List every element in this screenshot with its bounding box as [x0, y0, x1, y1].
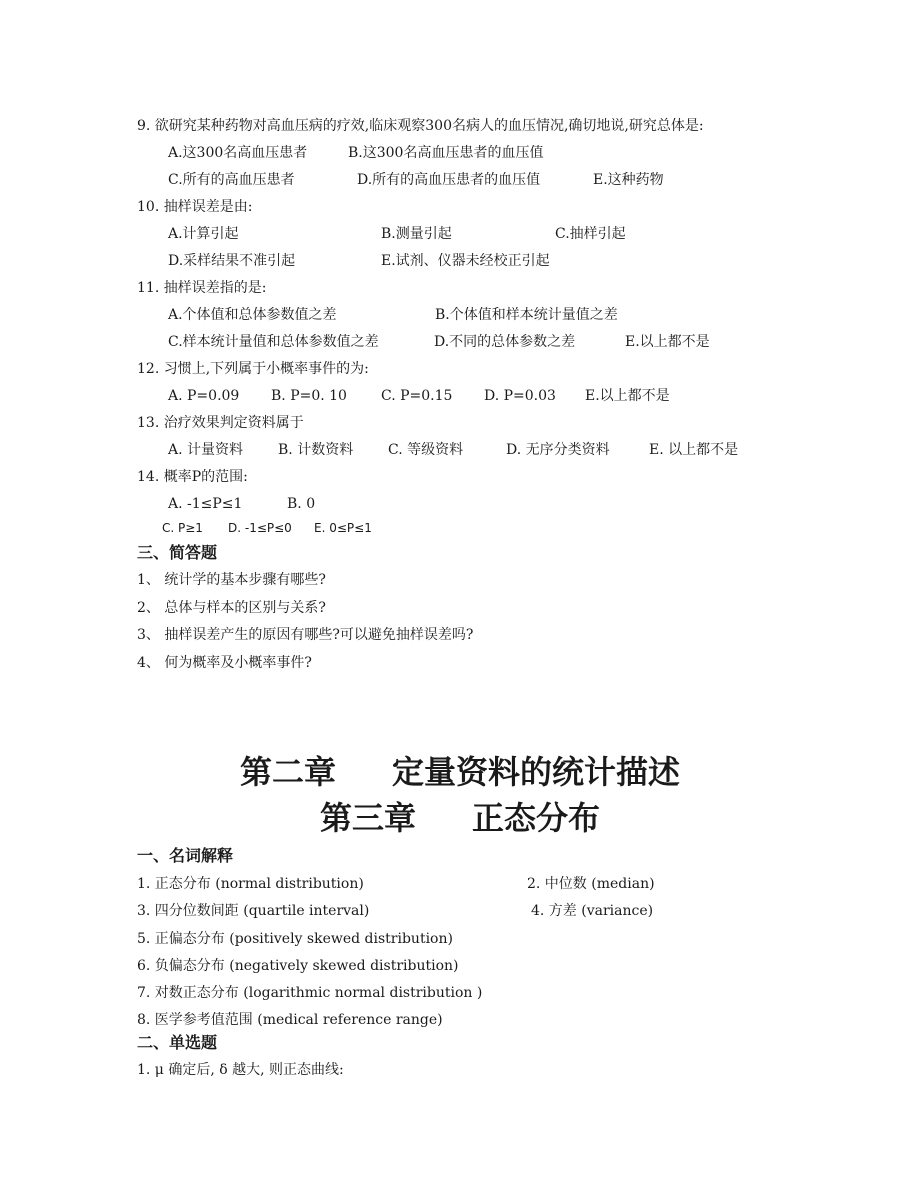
question-11-option-b: B.个体值和样本统计量值之差 — [435, 307, 618, 323]
chapter-2-title: 定量资料的统计描述 — [392, 753, 681, 791]
question-14-option-a: A. -1≤P≤1 — [168, 496, 243, 512]
question-14-option-b: B. 0 — [287, 496, 316, 512]
short-answer-item: 1、 统计学的基本步骤有哪些? — [137, 572, 326, 588]
question-11-stem: 11. 抽样误差指的是: — [137, 280, 267, 296]
question-12-stem: 12. 习惯上,下列属于小概率事件的为: — [137, 361, 369, 377]
term-item: 1. 正态分布 (normal distribution) — [137, 876, 364, 892]
section-short-answer-title: 三、简答题 — [137, 543, 218, 562]
question-9-option-b: B.这300名高血压患者的血压值 — [348, 145, 544, 161]
chapter-2-heading — [0, 752, 920, 792]
question-9-option-e: E.这种药物 — [593, 172, 664, 188]
term-item: 2. 中位数 (median) — [527, 876, 655, 892]
question-14-option-c: C. P≥1 — [162, 521, 203, 535]
question-12-option-e: E.以上都不是 — [585, 388, 670, 404]
question-10-option-a: A.计算引起 — [168, 226, 239, 242]
question-14-option-d: D. -1≤P≤0 — [228, 521, 292, 535]
term-item: 4. 方差 (variance) — [531, 903, 654, 919]
short-answer-item: 2、 总体与样本的区别与关系? — [137, 600, 326, 616]
question-10-option-b: B.测量引起 — [381, 226, 452, 242]
question-9-option-a: A.这300名高血压患者 — [168, 145, 308, 161]
term-item: 6. 负偏态分布 (negatively skewed distribution) — [137, 958, 459, 974]
short-answer-item: 4、 何为概率及小概率事件? — [137, 655, 312, 671]
term-item: 7. 对数正态分布 (logarithmic normal distribution ) — [137, 985, 483, 1001]
question-11-option-c: C.样本统计量值和总体参数值之差 — [168, 334, 379, 350]
question-13-option-d: D. 无序分类资料 — [506, 442, 610, 458]
chapter-3-title: 正态分布 — [472, 799, 601, 837]
question-12-option-c: C. P=0.15 — [381, 388, 453, 404]
question-9-stem: 9. 欲研究某种药物对高血压病的疗效,临床观察300名病人的血压情况,确切地说,研究总体是: — [137, 118, 704, 134]
question-9-option-d: D.所有的高血压患者的血压值 — [357, 172, 541, 188]
term-item: 8. 医学参考值范围 (medical reference range) — [137, 1012, 443, 1028]
question-13-option-c: C. 等级资料 — [388, 442, 464, 458]
question-11-option-a: A.个体值和总体参数值之差 — [168, 307, 337, 323]
term-item: 5. 正偏态分布 (positively skewed distribution) — [137, 931, 453, 947]
question-13-option-a: A. 计量资料 — [168, 442, 244, 458]
chapter-3-number: 第三章 — [319, 799, 416, 837]
question-9-option-c: C.所有的高血压患者 — [168, 172, 295, 188]
single-choice-question-1: 1. μ 确定后, δ 越大, 则正态曲线: — [137, 1062, 344, 1078]
question-11-option-e: E.以上都不是 — [625, 334, 710, 350]
term-item: 3. 四分位数间距 (quartile interval) — [137, 903, 370, 919]
chapter-3-heading — [0, 798, 920, 838]
question-11-option-d: D.不同的总体参数之差 — [434, 334, 576, 350]
question-13-option-e: E. 以上都不是 — [649, 442, 739, 458]
question-12-option-a: A. P=0.09 — [168, 388, 240, 404]
question-13-stem: 13. 治疗效果判定资料属于 — [137, 415, 304, 431]
section-terms-title: 一、名词解释 — [137, 846, 234, 865]
question-14-stem: 14. 概率P的范围: — [137, 469, 248, 485]
question-12-option-d: D. P=0.03 — [484, 388, 556, 404]
question-13-option-b: B. 计数资料 — [278, 442, 354, 458]
short-answer-item: 3、 抽样误差产生的原因有哪些?可以避免抽样误差吗? — [137, 627, 474, 643]
section-single-choice-title: 二、单选题 — [137, 1033, 218, 1052]
question-10-stem: 10. 抽样误差是由: — [137, 199, 253, 215]
chapter-2-number: 第二章 — [239, 753, 336, 791]
question-10-option-e: E.试剂、仪器未经校正引起 — [381, 253, 550, 269]
question-14-option-e: E. 0≤P≤1 — [314, 521, 372, 535]
question-10-option-c: C.抽样引起 — [555, 226, 626, 242]
question-10-option-d: D.采样结果不准引起 — [168, 253, 296, 269]
question-12-option-b: B. P=0. 10 — [271, 388, 347, 404]
